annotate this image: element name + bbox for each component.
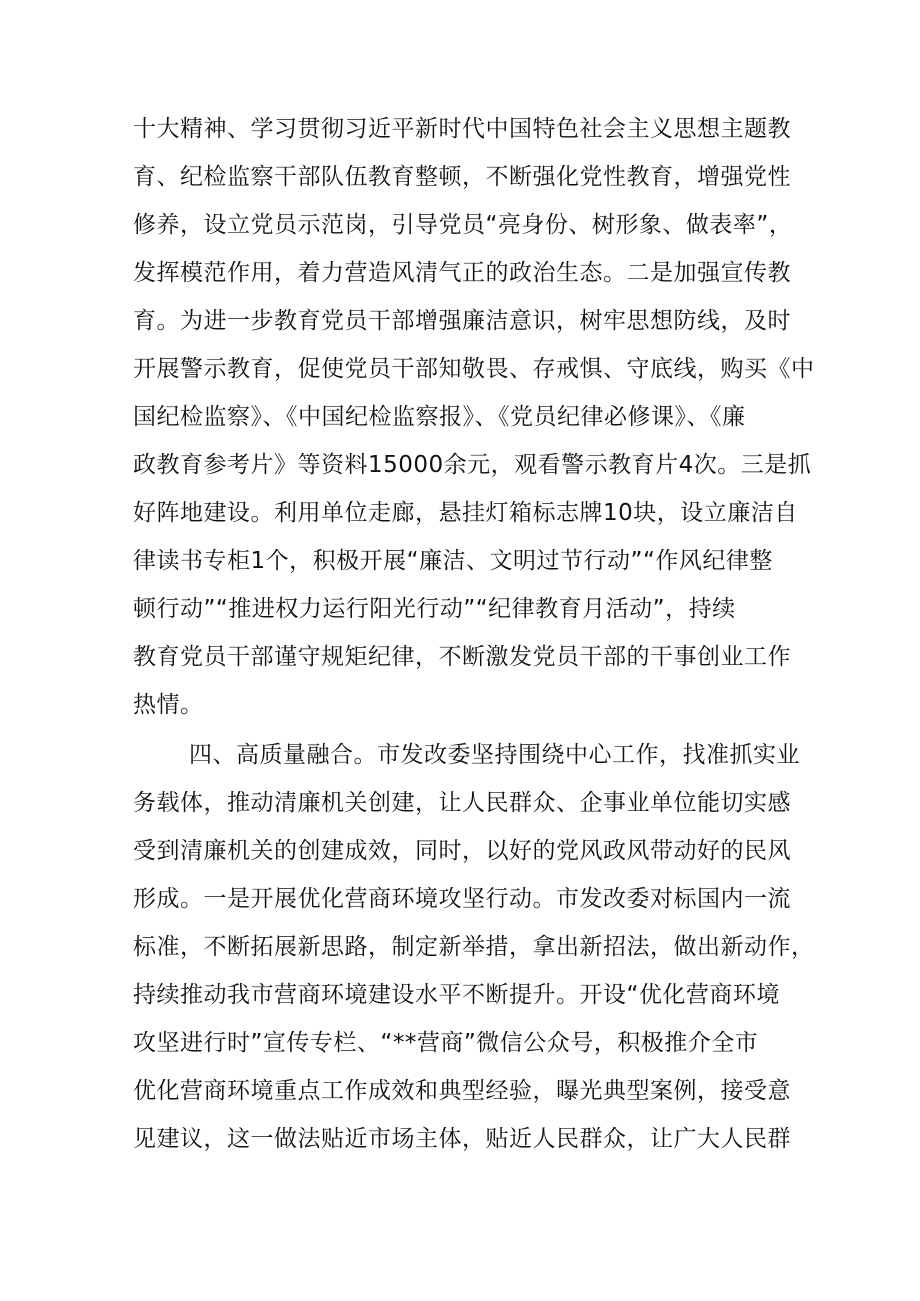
text-line: 发挥模范作用，着力营造风清气正的政治生态。二是加强宣传教 xyxy=(133,260,791,286)
text-line: 律读书专柜1个，积极开展“廉洁、文明过节行动”“作风纪律整 xyxy=(133,548,773,574)
text-line: 攻坚进行时”宣传专栏、“**营商”微信公众号，积极推介全市 xyxy=(133,1030,759,1056)
text-line: 受到清廉机关的创建成效，同时，以好的党风政风带动好的民风 xyxy=(133,838,791,864)
text-line: 政教育参考片》等资料15000余元，观看警示教育片4次。三是抓 xyxy=(133,452,812,478)
text-line: 育、纪检监察干部队伍教育整顿，不断强化党性教育，增强党性 xyxy=(133,164,791,190)
text-line: 优化营商环境重点工作成效和典型经验，曝光典型案例，接受意 xyxy=(133,1078,791,1104)
text-line: 好阵地建设。利用单位走廊，悬挂灯箱标志牌10块，设立廉洁自 xyxy=(133,500,798,526)
text-line: 国纪检监察》、《中国纪检监察报》、《党员纪律必修课》、《廉 xyxy=(133,404,746,430)
text-line: 育。为进一步教育党员干部增强廉洁意识，树牢思想防线，及时 xyxy=(133,308,791,334)
text-line: 顿行动”“推进权力运行阳光行动”“纪律教育月活动”，持续 xyxy=(133,596,736,622)
text-line: 标准，不断拓展新思路，制定新举措，拿出新招法，做出新动作， xyxy=(133,934,815,960)
text-line: 修养，设立党员示范岗，引导党员“亮身份、树形象、做表率”， xyxy=(133,212,793,238)
text-line: 形成。一是开展优化营商环境攻坚行动。市发改委对标国内一流 xyxy=(133,886,791,912)
text-line: 开展警示教育，促使党员干部知敬畏、存戒惧、守底线，购买《中 xyxy=(133,356,815,382)
text-line: 务载体，推动清廉机关创建，让人民群众、企事业单位能切实感 xyxy=(133,790,791,816)
text-line: 见建议，这一做法贴近市场主体，贴近人民群众，让广大人民群 xyxy=(133,1126,791,1152)
paragraph-start-line: 四、高质量融合。市发改委坚持围绕中心工作，找准抓实业 xyxy=(189,742,800,768)
text-line: 热情。 xyxy=(133,692,204,718)
text-line: 持续推动我市营商环境建设水平不断提升。开设“优化营商环境 xyxy=(133,982,780,1008)
text-line: 教育党员干部谨守规矩纪律，不断激发党员干部的干事创业工作 xyxy=(133,644,791,670)
text-line: 十大精神、学习贯彻习近平新时代中国特色社会主义思想主题教 xyxy=(133,116,791,142)
